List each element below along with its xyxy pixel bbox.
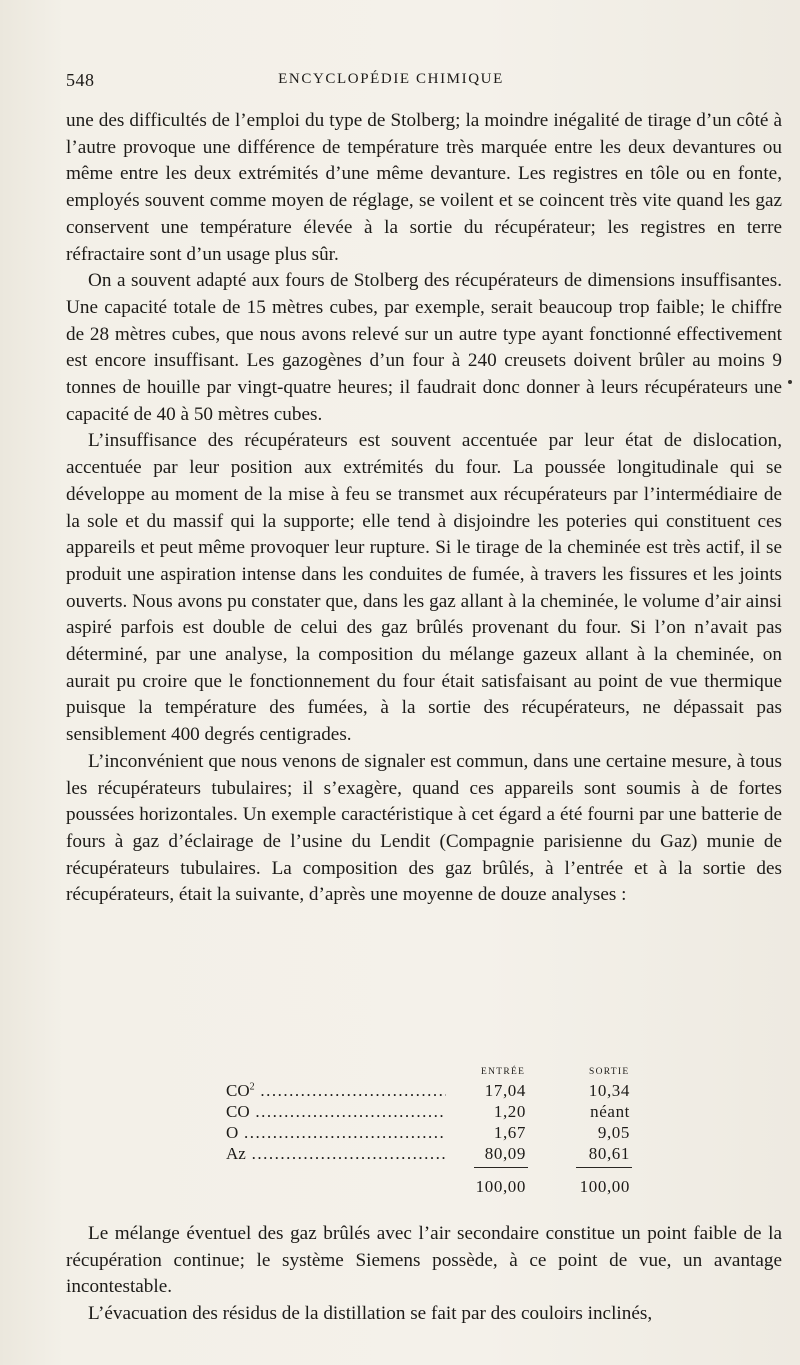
running-title: ENCYCLOPÉDIE CHIMIQUE [278,71,504,87]
value-entree: 1,67 [493,1123,526,1142]
row-label: O ..... [226,1123,446,1143]
table-row [226,1102,646,1122]
closing-text [66,1221,782,1328]
paragraph: L’inconvénient que nous venons de signaler est commun, dans une certaine mesure, à tous les récupérateurs tubulaires; il s’exagère, quand ces appareils sont soumis à de fortes poussées horizontales. Un exemple caractéristique à cet égard a été fourni par une batterie de fours à gaz d’éclairage de l’usine du Lendit (Compagnie parisienne du Gaz) munie de récupérateurs tubulaires. La composition des gaz brûlés, à l’entrée et à la sortie des récupérateurs, était la suivante, d’après une moyenne de douze analyses : [66,750,782,906]
value-sortie: néant [590,1102,630,1121]
paragraph: L’évacuation des résidus de la distillation se fait par des couloirs inclinés, [88,1303,653,1325]
paragraph: Le mélange éventuel des gaz brûlés avec l’air secondaire constitue un point faible de la récupération continue; le système Siemens possède, à ce point de vue, un avantage incontestable. [66,1223,782,1298]
value-sortie: 80,61 [588,1144,630,1163]
value-entree: 80,09 [484,1144,526,1163]
value-sortie: 10,34 [588,1081,630,1100]
table-row [226,1144,646,1164]
column-header-entree: ENTRÉE [481,1067,526,1077]
value-sortie: 9,05 [597,1123,630,1142]
row-label: CO ..... [226,1102,446,1122]
column-header-sortie: SORTIE [589,1067,630,1077]
value-entree: 17,04 [484,1081,526,1100]
body-text [66,108,782,909]
table-row [226,1081,646,1101]
page-header [66,70,716,94]
value-entree: 1,20 [493,1102,526,1121]
row-label: $CO^2$ ..... [226,1081,446,1101]
total-entree: 100,00 [475,1177,526,1196]
sum-rule-entree [474,1167,528,1168]
sum-rule-sortie [576,1167,632,1168]
total-sortie: 100,00 [579,1177,630,1196]
row-label: Az ..... [226,1144,446,1164]
totals-row [226,1177,646,1197]
paragraph: une des difficultés de l’emploi du type de Stolberg; la moindre inégalité de tirage d’un côté à l’autre provoque une différence de température très marquée entre les deux devantures ou même entre les deux extrémités d’une même devanture. Les registres en tôle ou en fonte, employés souvent comme moyen de réglage, se voilent et se coincent très vite quand les gaz conservent une température élevée à la sortie du récupérateur; les registres en terre réfractaire sont d’un usage plus sûr. [66,110,782,265]
paragraph: L’insuffisance des récupérateurs est souvent accentuée par leur état de dislocation, accentuée par leur position aux extrémités du four. La poussée longitudinale qui se développe au moment de la mise à feu se transmet aux récupérateurs par l’intermédiaire de la sole et du massif qui la supporte; elle tend à disjoindre les poteries qui constituent ces appareils et peut même provoquer leur rupture. Si le tirage de la cheminée est très actif, il se produit une aspiration intense dans les conduites de fumée, à travers les fissures et les joints ouverts. Nous avons pu constater que, dans les gaz allant à la cheminée, le volume d’air ainsi aspiré parfois est double de celui des gaz brûlés provenant du four. Si l’on n’avait pas déterminé, par une analyse, la composition du mélange gazeux allant à la cheminée, on aurait pu croire que le fonctionnement du four était satisfaisant au point de vue thermique puisque la température des fumées, à la sortie des récupérateurs, ne dépassait pas sensiblement 400 degrés centigrades. [66,430,782,746]
table-row [226,1123,646,1143]
paragraph: On a souvent adapté aux fours de Stolberg des récupérateurs de dimensions insuffisantes. Une capacité totale de 15 mètres cubes, par exemple, serait beaucoup trop faible; le chiffre de 28 mètres cubes, que nous avons relevé sur un autre type ayant fonctionné effectivement est encore insuffisant. Les gazogènes d’un four à 240 creusets doivent brûler au moins 9 tonnes de houille par vingt-quatre heures; il faudrait donc donner à leurs récupérateurs une capacité de 40 à 50 mètres cubes. [66,270,782,425]
gas-composition-table [226,1067,646,1207]
margin-mark [788,380,792,384]
page-number: 548 [66,70,95,90]
